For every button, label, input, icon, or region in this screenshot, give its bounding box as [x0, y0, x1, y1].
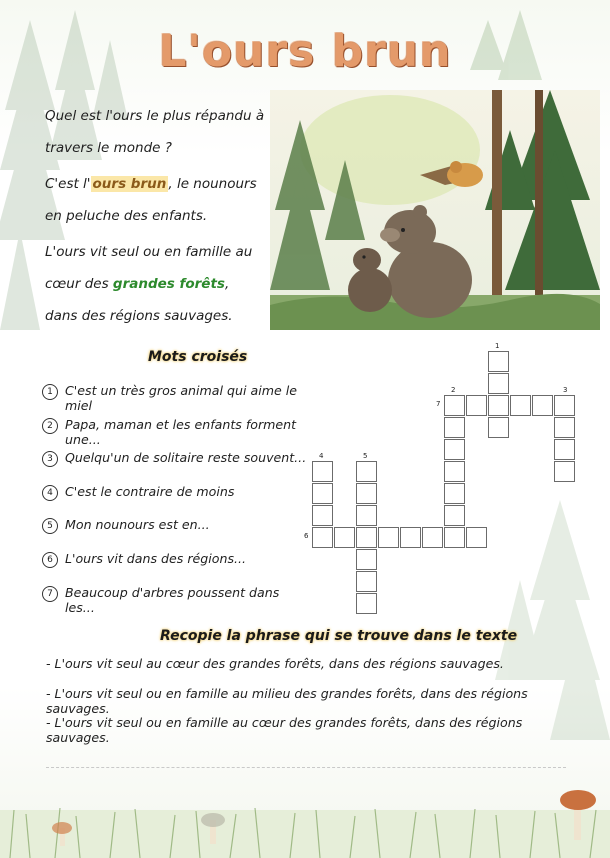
clue-number: 1 — [42, 384, 58, 400]
grid-number-6: 6 — [304, 532, 309, 540]
clue-number: 2 — [42, 418, 58, 434]
intro-answer: C'est l' ours brun , le nounours en peluche des enfants. — [45, 176, 257, 224]
intro-question: Quel est l'ours le plus répandu à travers le monde ? — [45, 108, 265, 156]
clue-number: 6 — [42, 552, 58, 568]
clue-7: 7 Beaucoup d'arbres poussent dans les... — [42, 585, 312, 619]
highlight-ours-brun: ours brun — [92, 176, 167, 192]
grid-number-3: 3 — [563, 386, 568, 394]
grass-footer-illustration — [0, 790, 610, 858]
clue-number: 7 — [42, 586, 58, 602]
sentence-option: - L'ours vit seul au cœur des grandes forêts, dans des régions sauvages. — [46, 656, 504, 671]
intro-habitat: L'ours vit seul ou en famille au cœur des grandes forêts, dans des régions sauvages. — [45, 244, 253, 324]
grid-number-2: 2 — [451, 386, 456, 394]
clue-3: 3 Quelqu'un de solitaire reste souvent... — [42, 450, 312, 484]
crossword-title: Mots croisés — [148, 349, 248, 365]
sentence-option: - L'ours vit seul ou en famille au milieu des grandes forêts, dans des régions sauvages. — [46, 685, 528, 716]
clue-6: 6 L'ours vit dans des régions... — [42, 551, 312, 585]
page-title: L'ours brun — [158, 26, 452, 77]
clue-number: 3 — [42, 451, 58, 467]
bear-forest-illustration — [270, 90, 600, 330]
copy-exercise-sentences — [46, 656, 576, 745]
clue-4: 4 C'est le contraire de moins — [42, 484, 312, 518]
clue-number: 5 — [42, 518, 58, 534]
sentence-option: - L'ours vit seul ou en famille au cœur des grandes forêts, dans des régions sauvages. — [46, 715, 523, 745]
grid-number-1: 1 — [495, 342, 500, 350]
grid-number-4: 4 — [319, 452, 324, 460]
intro-text — [45, 100, 265, 336]
crossword-clues — [42, 383, 312, 618]
clue-2: 2 Papa, maman et les enfants forment une... — [42, 417, 312, 451]
grid-number-7: 7 — [436, 400, 441, 408]
clue-1: 1 C'est un très gros animal qui aime le miel — [42, 383, 312, 417]
highlight-grandes-forets: grandes forêts — [112, 276, 225, 292]
clue-number: 4 — [42, 485, 58, 501]
clue-5: 5 Mon nounours est en... — [42, 517, 312, 551]
writing-line[interactable] — [46, 767, 566, 768]
grid-number-5: 5 — [363, 452, 368, 460]
copy-exercise-title: Recopie la phrase qui se trouve dans le texte — [160, 628, 518, 644]
